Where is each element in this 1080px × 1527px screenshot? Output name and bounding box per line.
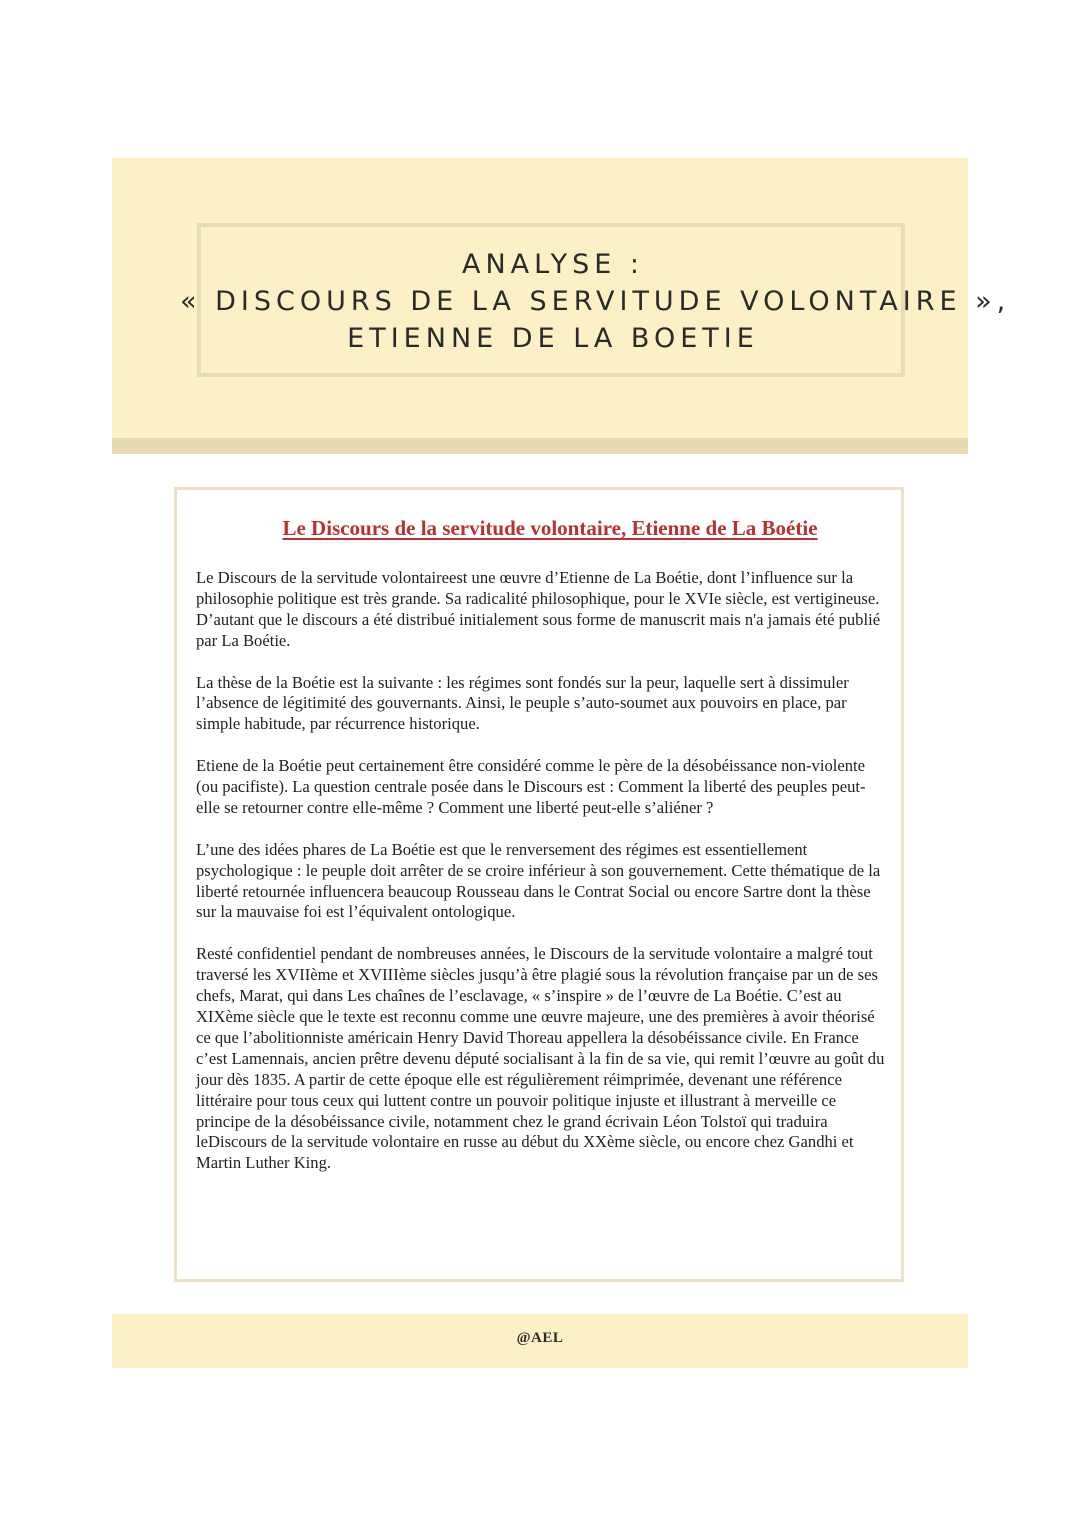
paragraph: Etiene de la Boétie peut certainement être considéré comme le père de la désobéissance non-violente (ou pacifiste). La question centrale posée dans le Discours est : Comment la liberté des peuples peut-elle se retourner contre elle-même ? Comment une liberté peut-elle s’aliéner ? [196, 756, 866, 817]
page-title [180, 246, 1011, 357]
header-stripe [112, 438, 968, 454]
title-line-2: « DISCOURS DE LA SERVITUDE VOLONTAIRE », [180, 286, 1011, 317]
paragraph: Le Discours de la servitude volontaireest une œuvre d’Etienne de La Boétie, dont l’influence sur la philosophie politique est très grande. Sa radicalité philosophique, pour le XVIe siècle, est vertigineuse. D’autant que le discours a été distribué initialement sous forme de manuscrit mais n'a jamais été publié par La Boétie. [196, 568, 881, 650]
paragraph: L’une des idées phares de La Boétie est que le renversement des régimes est essentiellement psychologique : le peuple doit arrêter de se croire inférieur à son gouvernement. Cette thématique de la liberté retournée influencera beaucoup Rousseau dans le Contrat Social ou encore Sartre dont la thèse sur la mauvaise foi est l’équivalent ontologique. [196, 839, 881, 922]
paragraph: La thèse de la Boétie est la suivante : les régimes sont fondés sur la peur, laquelle sert à dissimuler l’absence de légitimité des gouvernants. Ainsi, le peuple s’auto-soumet aux pouvoirs en place, par simple habitude, par récurrence historique. [196, 672, 849, 734]
document-heading: Le Discours de la servitude volontaire, Etienne de La Boétie [282, 516, 818, 540]
title-line-1: ANALYSE : [462, 249, 644, 280]
footer-credit: @AEL [516, 1330, 564, 1346]
title-line-3: ETIENNE DE LA BOETIE [347, 323, 759, 354]
paragraph: Resté confidentiel pendant de nombreuses années, le Discours de la servitude volontaire a malgré tout traversé les XVIIème et XVIIIème siècles jusqu’à être plagié sous la révolution française par un de ses chefs, Marat, qui dans Les chaînes de l’esclavage, « s’inspire » de l’œuvre de La Boétie. C’est au XIXème siècle que le texte est reconnu comme une œuvre majeure, une des premières à avoir théorisé ce que l’abolitionniste américain Henry David Thoreau appellera la désobéissance civile. En France c’est Lamennais, ancien prêtre devenu député socialisant à la fin de sa vie, qui remit l’œuvre au goût du jour dès 1835. A partir de cette époque elle est régulièrement réimprimée, devenant une référence littéraire pour tous ceux qui luttent contre un pouvoir politique injuste et illustrant à merveille ce principe de la désobéissance civile, notamment chez le grand écrivain Léon Tolstoï qui traduira leDiscours de la servitude volontaire en russe au début du XXème siècle, ou encore chez Gandhi et Martin Luther King. [196, 944, 885, 1173]
document-body [196, 568, 888, 1195]
